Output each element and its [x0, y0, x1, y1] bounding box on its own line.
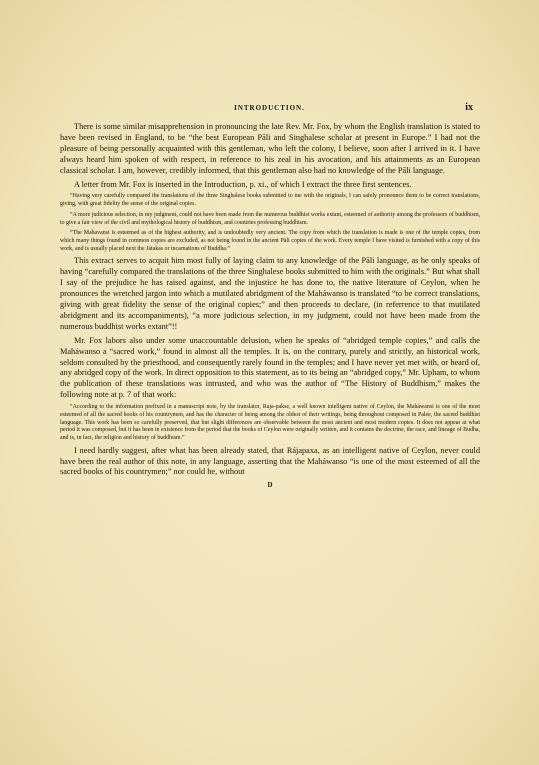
- block-quote: “According to the information prefixed in a manuscript note, by the translator, Raja-pakse, a well known intelligent native of Ceylon, the Maháwansi is one of the most esteemed of all the sacred books of his countrymen, and has the character of being among the oldest of their writings, being throughout composed in Palee, the sacred buddhist language. This work has been so carefully preserved, that but slight differences are observable between the most ancient and most modern copies. It does not appear at what period it was composed, but it has been in existence from the period that the books of Ceylon were originally written, and it contains the doctrine, the race, and lineage of Budha, and is, in fact, the religion and history of buddhism.”: [60, 404, 480, 441]
- page-number: ix: [465, 102, 473, 113]
- paragraph: This extract serves to acquit him most fully of laying claim to any knowledge of the Pāli language, as he only speaks of having “carefully compared the translations of the three Singhalese books submitted to him with the originals.” But what shall I say of the prejudice he has raised against, and the injustice he has done to, the native literature of Ceylon, when he pronounces the wretched jargon into which a mutilated abridgment of the Maháwanso is translated “to be correct translations, giving with great fidelity the sense of the original copies;” and then proceeds to declare, (in referrence to that mutilated abridgment and its accompaniments), “a more judicious selection, in my judgment, could not have been made from the numerous buddhist works extant”!!: [60, 256, 480, 331]
- running-title: INTRODUCTION.: [234, 104, 305, 112]
- paragraph: Mr. Fox labors also under some unaccountable delusion, when he speaks of “abridged temple copies,” and calls the Maháwanso a “sacred work,” found in almost all the temples. It is, on the contrary, purely and strictly, an historical work, seldom consulted by the priesthood, and consequently rarely found in the temples; and I have never yet met with, or heard of, any abridged copy of the work. In direct opposition to this statement, as to its being an “abridged copy,” Mr. Upham, to whom the publication of these translations was intrusted, and who was the author of “The History of Buddhism,” makes the following note at p. 7 of that work:: [60, 335, 480, 400]
- paragraph: A letter from Mr. Fox is inserted in the Introduction, p. xi., of which I extract the three first sentences.: [74, 179, 412, 189]
- block-quote: “A more judicious selection, in my judgment, could not have been made from the numerous buddhist works extant, esteemed of authority among the professors of buddhism, to give a fair view of the civil and mythological history of buddhism, and countries professing buddhism.: [60, 211, 480, 226]
- block-quote: “Having very carefully compared the translations of the three Singhalese books submitted to me with the originals, I can safely pronounce them to be correct translations, giving, with great fidelity the sense of the original copies.: [60, 193, 480, 208]
- body-text: [60, 122, 480, 489]
- page-header: [60, 104, 479, 116]
- block-quote: “The Mahavansi is esteemed as of the highest authority, and is undoubtedly very ancient. The copy from which the translation is made is one of the temple copies, from which many things found in common copies are excluded, as not being found in the ancient Pāli copies of the work. Every temple I have visited is furnished with a copy of this work, and is usually placed next the Jātakas or incarnations of Buddha.”: [60, 230, 480, 252]
- paragraph: There is some similar misapprehension in pronouncing the late Rev. Mr. Fox, by whom the English translation is stated to have been revised in England, to be “the best European Pāli and Singhalese scholar at present in Europe.” I had not the pleasure of being personally acquainted with this gentleman, who left the colony, I believe, soon after I arrived in it. I have always heard him spoken of with respect, in reference to his zeal in his avocation, and his attainments as an European classical scholar. I am, however, credibly informed, that this gentleman also had no knowledge of the Pāli language.: [60, 122, 480, 175]
- paragraph: I need hardly suggest, after what has been already stated, that Rájapaxa, as an intelligent native of Ceylon, never could have been the real author of this note, in any language, asserting that the Maháwanso “is one of the most esteemed of all the sacred books of his countrymen;” nor could he, without: [60, 445, 480, 477]
- signature-mark: D: [267, 481, 273, 490]
